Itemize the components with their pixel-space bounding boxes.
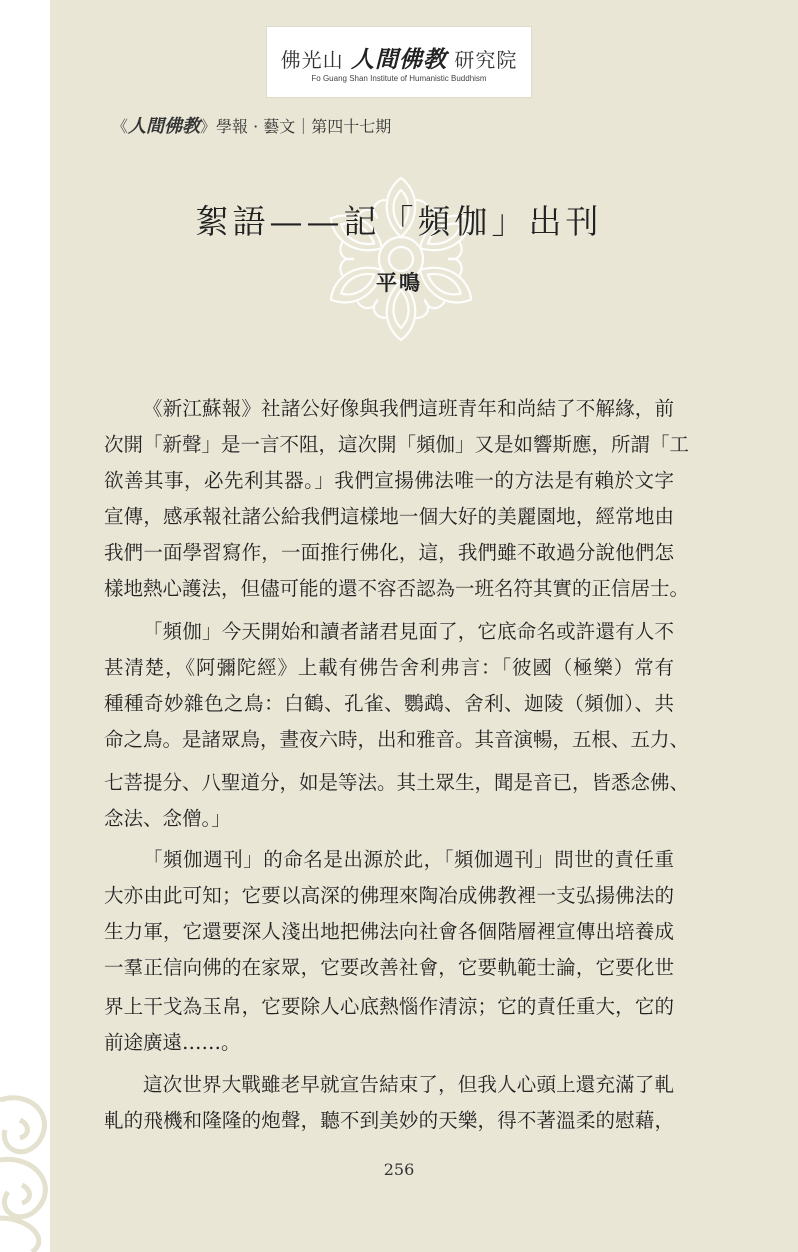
running-head-rest: 》學報 · 藝文｜第四十七期 [200,117,392,136]
body-line: 樣地熱心護法，但儘可能的還不容否認為一班名符其實的正信居士。 [104,577,690,600]
body-line: 《新江蘇報》社諸公好像與我們這班青年和尚結了不解緣，前 [143,397,674,420]
body-line: 大亦由此可知；它要以高深的佛理來陶冶成佛教裡一支弘揚佛法的 [104,884,674,907]
page-number: 256 [383,1160,415,1179]
body-line: 這次世界大戰雖老早就宣告結束了，但我人心頭上還充滿了軋 [143,1073,674,1096]
body-line: 軋的飛機和隆隆的炮聲，聽不到美妙的天樂，得不著溫柔的慰藉， [104,1109,674,1132]
institute-prefix: 佛光山 [280,48,344,72]
body-line: 種種奇妙雜色之鳥：白鶴、孔雀、鸚鵡、舍利、迦陵（頻伽）、共 [104,692,674,715]
body-line: 次開「新聲」是一言不阻，這次開「頻伽」又是如響斯應，所謂「工 [104,433,690,456]
running-head-open: 《 [112,117,129,136]
body-line: 甚清楚，《阿彌陀經》上載有佛告舍利弗言：「彼國（極樂）常有 [104,656,674,679]
body-line: 前途廣遠……。 [104,1031,241,1054]
running-head-brand: 人間佛教 [128,116,201,137]
body-line: 宣傳，感承報社諸公給我們這樣地一個大好的美麗園地，經常地由 [104,505,674,528]
body-line: 欲善其事，必先利其器。」我們宣揚佛法唯一的方法是有賴於文字 [104,469,674,492]
institute-banner [267,27,531,97]
body-line: 「頻伽週刊」的命名是出源於此，「頻伽週刊」問世的責任重 [143,848,674,871]
body-line: 一羣正信向佛的在家眾，它要改善社會，它要軌範士論，它要化世 [104,956,674,979]
body-line: 界上干戈為玉帛，它要除人心底熱惱作清涼；它的責任重大，它的 [104,995,674,1018]
institute-english-name: Fo Guang Shan Institute of Humanistic Buddhism [311,74,487,83]
institute-name [267,41,531,74]
article-author: 平鳴 [376,270,422,295]
institute-suffix: 研究院 [454,48,518,72]
journal-running-head [112,112,391,138]
body-line: 七菩提分、八聖道分，如是等法。其土眾生，聞是音已，皆悉念佛、 [104,771,690,794]
body-line: 念法、念僧。」 [104,807,231,830]
body-line: 我們一面學習寫作，一面推行佛化，這，我們雖不敢過分說他們怎 [104,541,674,564]
institute-brand: 人間佛教 [351,46,447,73]
body-line: 命之鳥。是諸眾鳥，晝夜六時，出和雅音。其音演暢，五根、五力、 [104,728,690,751]
body-line: 生力軍，它還要深人淺出地把佛法向社會各個階層裡宣傳出培養成 [104,920,674,943]
article-title: 絮語——記「頻伽」出刊 [195,202,603,241]
body-line: 「頻伽」今天開始和讀者諸君見面了，它底命名或許還有人不 [143,620,674,643]
